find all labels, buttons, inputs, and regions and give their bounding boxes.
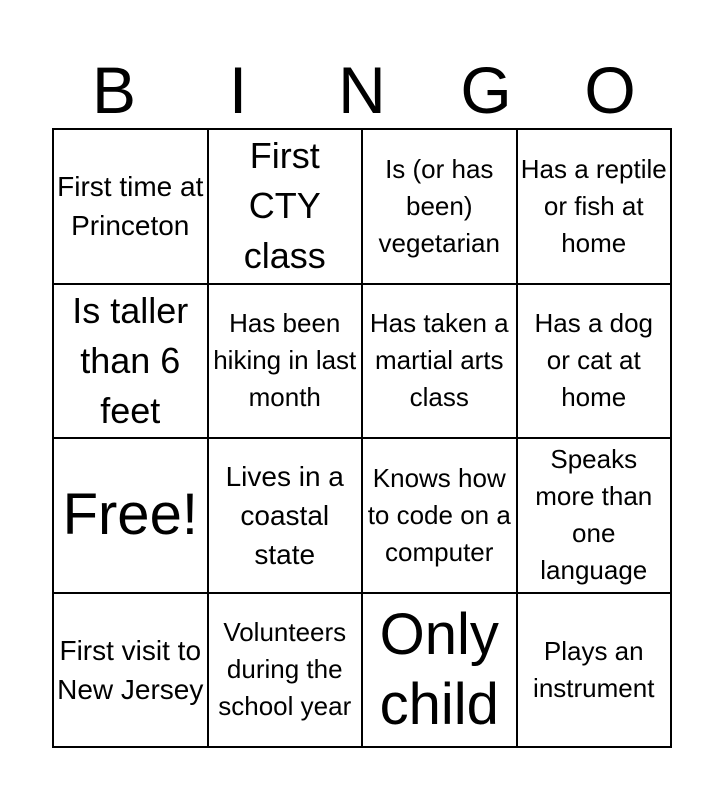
cell-label: First time at Princeton [57,171,204,242]
bingo-cell[interactable] [209,285,364,440]
cell-label: Has been hiking in last month [213,308,357,413]
bingo-cell[interactable] [518,130,673,285]
cell-label: Lives in a coastal state [225,460,344,570]
cell-label: First CTY class [243,135,326,277]
bingo-cell[interactable] [518,594,673,749]
bingo-cell[interactable] [54,285,209,440]
bingo-cell[interactable] [54,130,209,285]
cell-label: Is taller than 6 feet [72,289,189,431]
header-letter-o: O [584,53,636,127]
cell-label: Has a dog or cat at home [534,308,654,413]
bingo-cell[interactable] [54,594,209,749]
cell-label: Knows how to code on a computer [367,462,511,567]
header-letter-b: B [91,53,137,127]
cell-label: Free! [62,482,198,548]
cell-label: Plays an instrument [533,635,655,703]
cell-label: First visit to New Jersey [57,634,204,705]
cell-label: Volunteers during the school year [218,617,352,722]
bingo-cell[interactable] [209,130,364,285]
bingo-cell[interactable] [518,439,673,594]
cell-label: Speaks more than one language [535,444,653,586]
bingo-cell[interactable] [363,439,518,594]
bingo-cell[interactable] [363,285,518,440]
cell-label: Has a reptile or fish at home [520,153,667,258]
header-letter-i: I [228,53,248,127]
bingo-cell[interactable] [518,285,673,440]
bingo-cell-free[interactable] [54,439,209,594]
header-letter-n: N [338,53,386,127]
bingo-cell[interactable] [209,439,364,594]
cell-label: Has taken a martial arts class [369,308,509,413]
bingo-cell[interactable] [363,594,518,749]
cell-label: Is (or has been) vegetarian [378,153,500,258]
bingo-cell[interactable] [363,130,518,285]
bingo-cell[interactable] [209,594,364,749]
header-letter-g: G [460,53,512,127]
bingo-header [52,52,672,128]
bingo-board [52,128,672,748]
cell-label: Only child [379,601,499,737]
